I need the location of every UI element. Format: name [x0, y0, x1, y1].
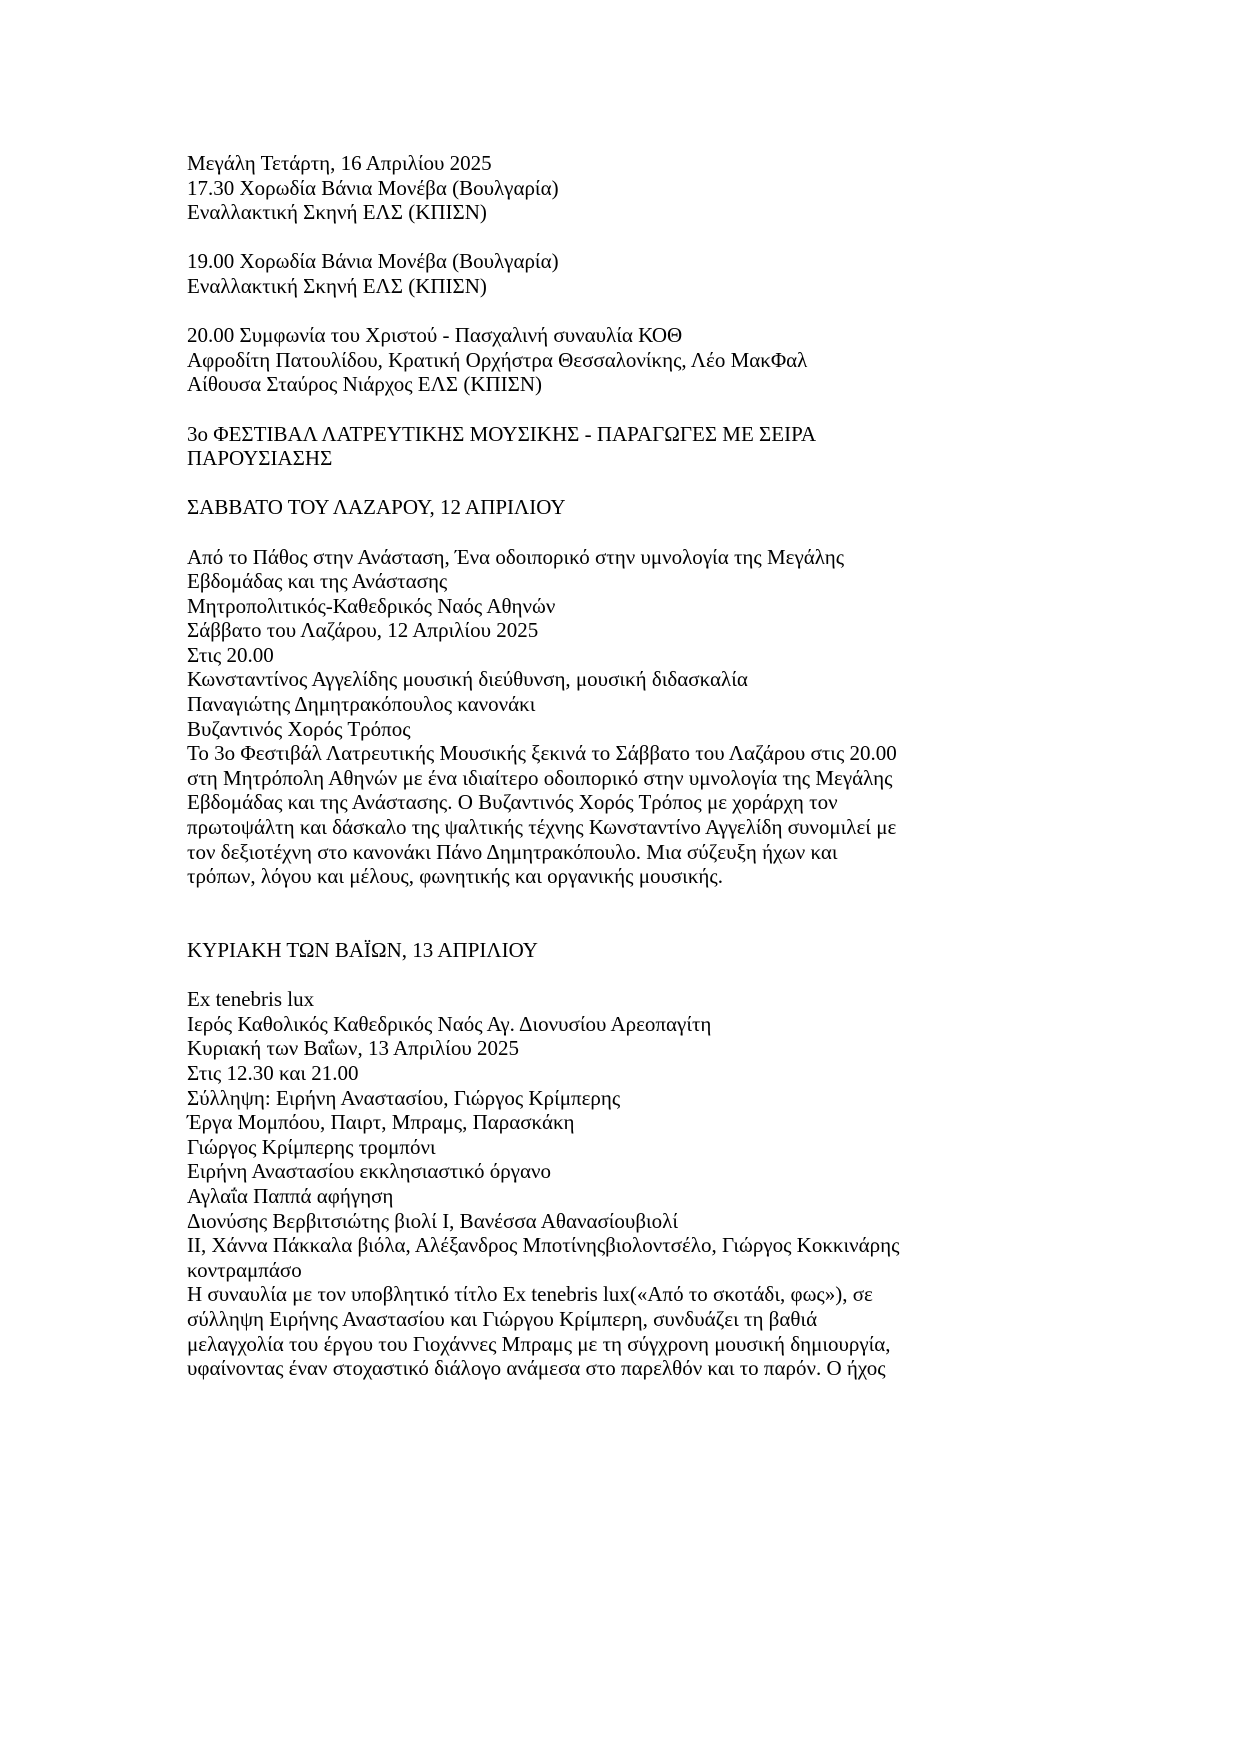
text-line: Κωνσταντίνος Αγγελίδης μουσική διεύθυνση, μουσική διδασκαλία [187, 667, 748, 692]
text-line: Το 3ο Φεστιβάλ Λατρευτικής Μουσικής ξεκινά το Σάββατο του Λαζάρου στις 20.00 [187, 741, 897, 766]
text-line: Κυριακή των Βαΐων, 13 Απριλίου 2025 [187, 1036, 519, 1061]
date-heading: Μεγάλη Τετάρτη, 16 Απριλίου 2025 [187, 151, 492, 175]
text-line: Μητροπολιτικός-Καθεδρικός Ναός Αθηνών [187, 593, 556, 618]
event-venue: Εναλλακτική Σκηνή ΕΛΣ (ΚΠΙΣΝ) [187, 200, 487, 225]
festival-title: 3ο ΦΕΣΤΙΒΑΛ ΛΑΤΡΕΥΤΙΚΗΣ ΜΟΥΣΙΚΗΣ - ΠΑΡΑΓΩΓΕΣ ΜΕ ΣΕΙΡΑ [187, 421, 817, 446]
festival-title: ΠΑΡΟΥΣΙΑΣΗΣ [187, 446, 333, 471]
event-venue: Εναλλακτική Σκηνή ΕΛΣ (ΚΠΙΣΝ) [187, 273, 487, 298]
palm-sunday-event [187, 987, 1067, 1381]
text-line: Έργα Μομπόου, Παιρτ, Μπραμς, Παρασκάκη [187, 1110, 575, 1135]
text-line: Στις 20.00 [187, 642, 274, 667]
text-line: Η συναυλία με τον υποβλητικό τίτλο Ex tenebris lux(«Από το σκοτάδι, φως»), σε [187, 1282, 873, 1307]
text-line: πρωτοψάλτη και δάσκαλο της ψαλτικής τέχνης Κωνσταντίνο Αγγελίδη συνομιλεί με [187, 815, 897, 840]
text-line: Βυζαντινός Χορός Τρόπος [187, 716, 411, 741]
text-line: ΙΙ, Χάννα Πάκκαλα βιόλα, Αλέξανδρος Μποτίνηςβιολοντσέλο, Γιώργος Κοκκινάρης [187, 1233, 900, 1258]
text-line: τον δεξιοτέχνη στο κανονάκι Πάνο Δημητρακόπουλο. Μια σύζευξη ήχων και [187, 839, 838, 864]
text-line: Σύλληψη: Ειρήνη Αναστασίου, Γιώργος Κρίμπερης [187, 1085, 621, 1110]
text-line: Στις 12.30 και 21.00 [187, 1060, 359, 1085]
text-line: Ex tenebris lux [187, 987, 315, 1012]
text-line: Παναγιώτης Δημητρακόπουλος κανονάκι [187, 692, 536, 717]
text-line: Σάββατο του Λαζάρου, 12 Απριλίου 2025 [187, 618, 539, 643]
lazarus-event [187, 545, 1067, 889]
event-line: 19.00 Χορωδία Βάνια Μονέβα (Βουλγαρία) [187, 249, 559, 274]
text-line: Διονύσης Βερβιτσιώτης βιολί Ι, Βανέσσα Αθανασίουβιολί [187, 1208, 678, 1233]
text-line: κοντραμπάσο [187, 1257, 302, 1282]
event-performers: Αφροδίτη Πατουλίδου, Κρατική Ορχήστρα Θεσσαλονίκης, Λέο ΜακΦαλ [187, 347, 808, 372]
text-line: σύλληψη Ειρήνης Αναστασίου και Γιώργου Κρίμπερη, συνδυάζει τη βαθιά [187, 1306, 818, 1331]
event-line: 20.00 Συμφωνία του Χριστού - Πασχαλινή συναυλία ΚΟΘ [187, 323, 683, 348]
text-line: Εβδομάδας και της Ανάστασης. Ο Βυζαντινός Χορός Τρόπος με χοράρχη τον [187, 790, 838, 815]
text-line: Ειρήνη Αναστασίου εκκλησιαστικό όργανο [187, 1159, 551, 1184]
section-heading-palm-sunday: ΚΥΡΙΑΚΗ ΤΩΝ ΒΑΪΩΝ, 13 ΑΠΡΙΛΙΟΥ [187, 938, 538, 962]
text-line: στη Μητρόπολη Αθηνών με ένα ιδιαίτερο οδοιπορικό στην υμνολογία της Μεγάλης [187, 765, 893, 790]
text-line: Ιερός Καθολικός Καθεδρικός Ναός Αγ. Διονυσίου Αρεοπαγίτη [187, 1011, 712, 1036]
text-line: τρόπων, λόγου και μέλους, φωνητικής και οργανικής μουσικής. [187, 864, 723, 889]
section-heading-lazarus: ΣΑΒΒΑΤΟ ΤΟΥ ΛΑΖΑΡΟΥ, 12 ΑΠΡΙΛΙΟΥ [187, 495, 566, 520]
event-venue: Αίθουσα Σταύρος Νιάρχος ΕΛΣ (ΚΠΙΣΝ) [187, 372, 543, 397]
text-line: υφαίνοντας έναν στοχαστικό διάλογο ανάμεσα στο παρελθόν και το παρόν. Ο ήχος [187, 1356, 886, 1381]
text-line: Από το Πάθος στην Ανάσταση, Ένα οδοιπορικό στην υμνολογία της Μεγάλης [187, 544, 845, 569]
text-line: Γιώργος Κρίμπερης τρομπόνι [187, 1134, 436, 1159]
event-line: 17.30 Χορωδία Βάνια Μονέβα (Βουλγαρία) [187, 175, 559, 200]
text-line: Εβδομάδας και της Ανάστασης [187, 569, 448, 594]
document-page [187, 151, 1067, 1381]
text-line: μελαγχολία του έργου του Γιοχάννες Μπραμς με τη σύγχρονη μουσική δημιουργία, [187, 1331, 891, 1356]
text-line: Αγλαΐα Παππά αφήγηση [187, 1183, 394, 1208]
